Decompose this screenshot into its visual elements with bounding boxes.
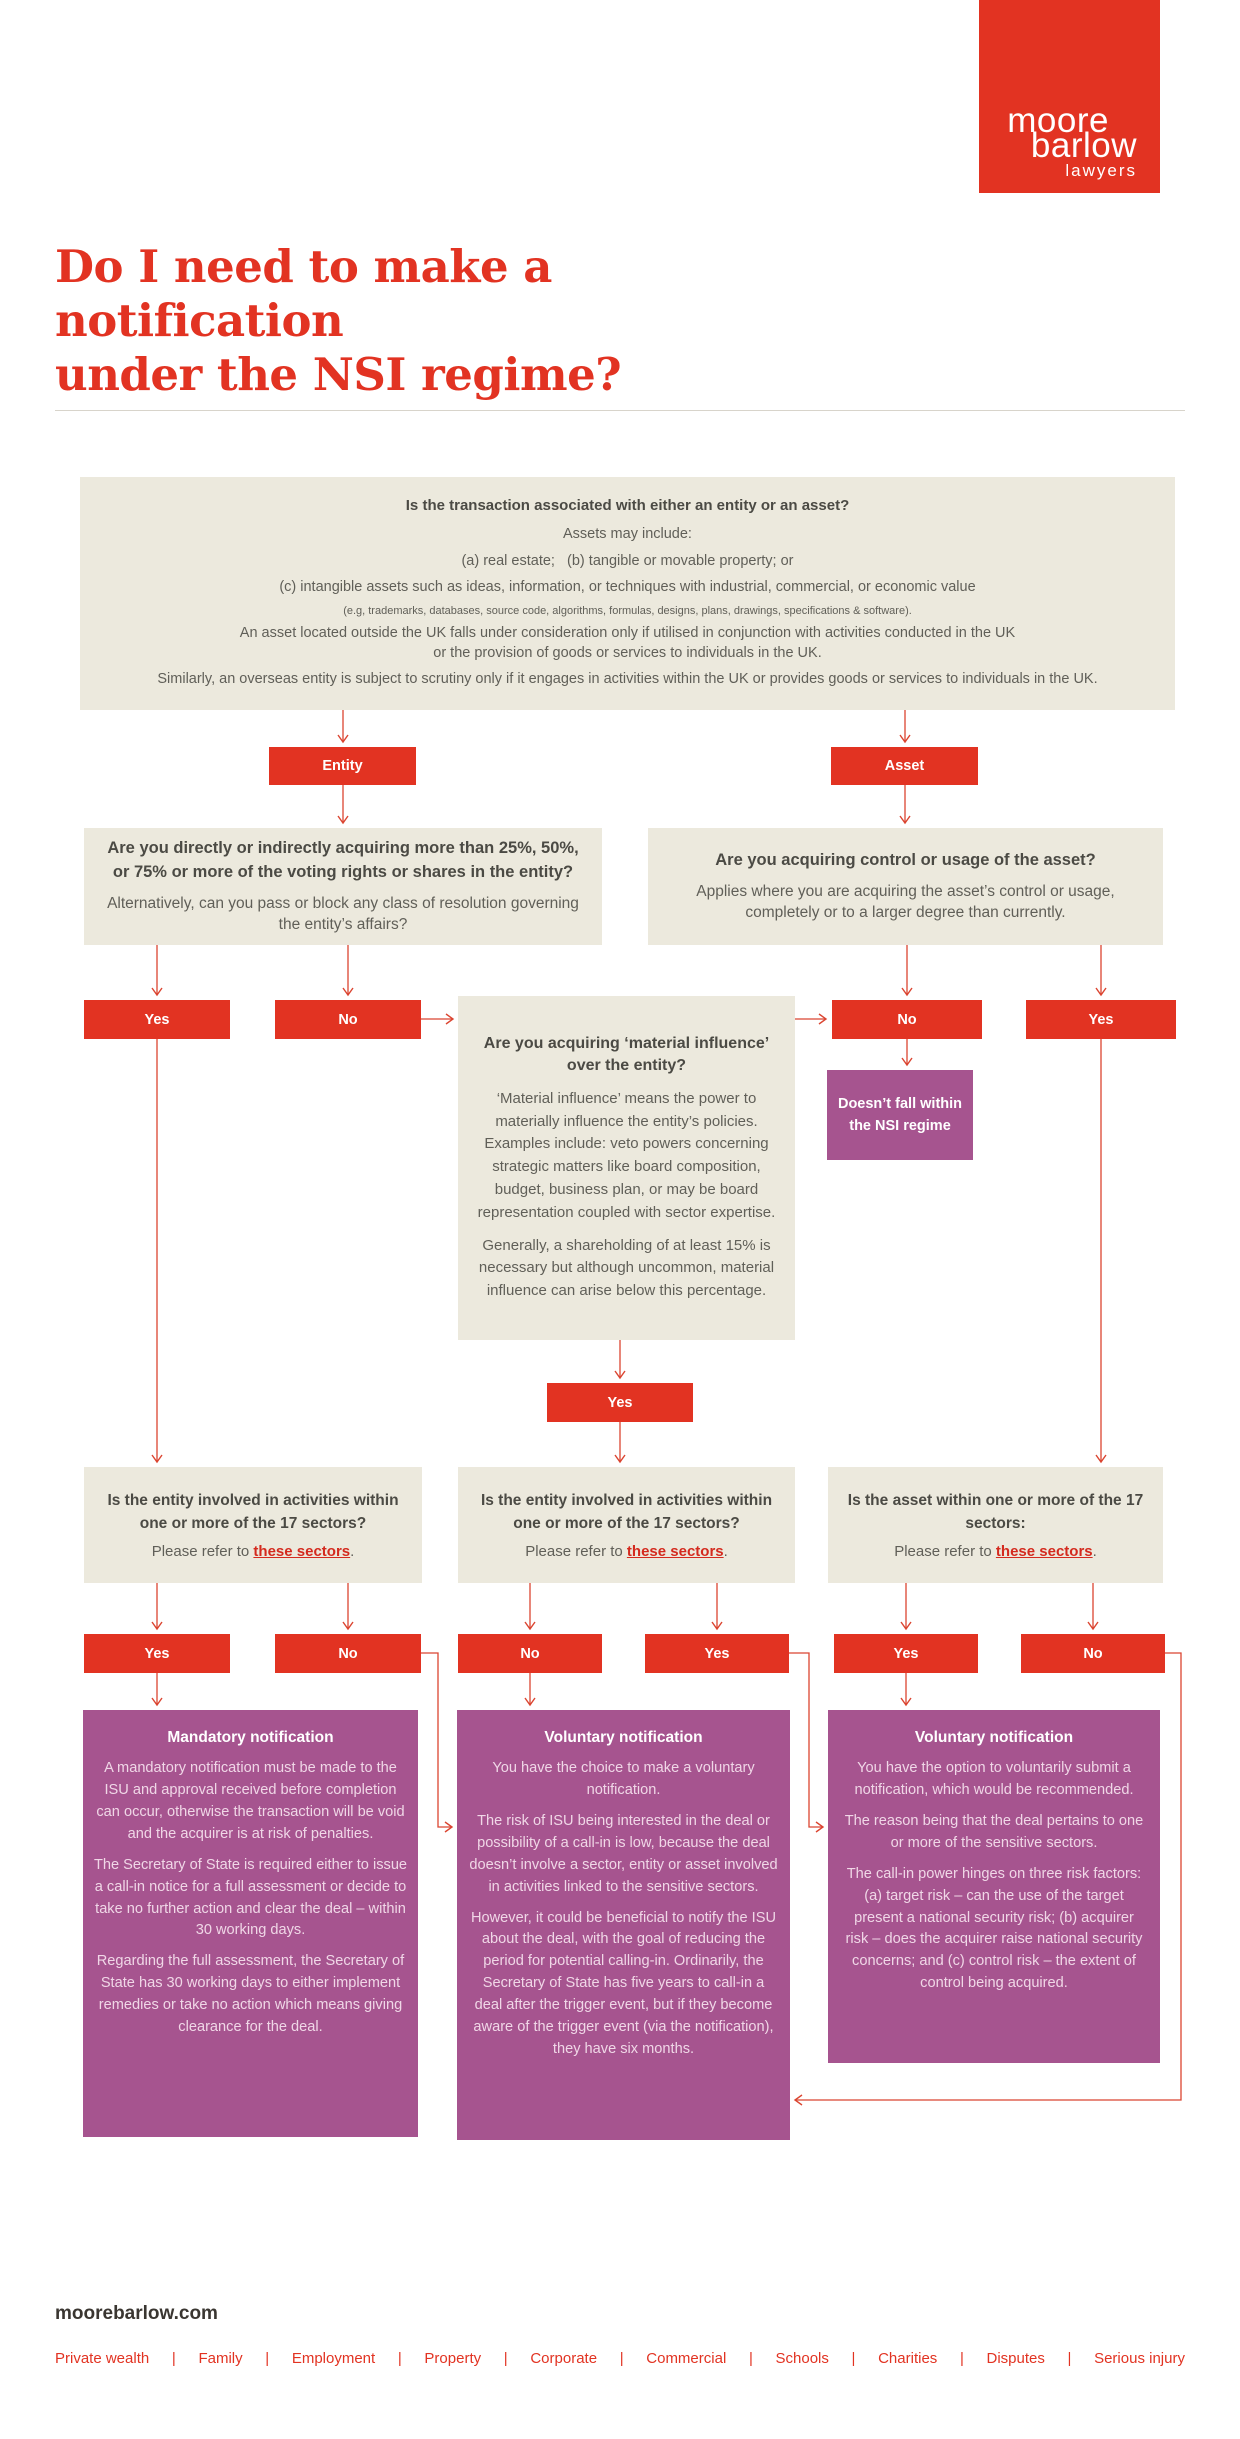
intro-line-assets: Assets may include: xyxy=(563,526,692,543)
these-sectors-link[interactable]: these sectors xyxy=(995,1542,1093,1560)
voluntary-recommended-p1: You have the option to voluntarily submit a notification, which would be recommended. xyxy=(854,1760,1134,1799)
footer-separator: | xyxy=(171,2350,176,2367)
practice-area-link-property[interactable]: Property xyxy=(424,2350,482,2367)
entity-sectors-refer-line xyxy=(152,1543,355,1560)
intro-line-asset-outside-uk: An asset located outside the UK falls under consideration only if utilised in conjunction with activities conducted in the UK or the provision of goods or services to individuals in the UK. xyxy=(239,625,1016,661)
voluntary-notification-box-low-risk xyxy=(457,1710,790,2140)
entity-sectors-question-box-2 xyxy=(458,1467,795,1583)
intro-question-box xyxy=(80,477,1175,710)
footer-separator: | xyxy=(959,2350,964,2367)
footer-practice-areas xyxy=(55,2350,1185,2367)
entity-sectors-question-2: Is the entity involved in activities within one or more of the 17 sectors? xyxy=(480,1492,773,1532)
asset-sectors-refer-line xyxy=(894,1543,1097,1560)
mandatory-notification-p1: A mandatory notification must be made to the ISU and approval received before completion can occur, otherwise the transaction will be void and the acquirer is at risk of penalties. xyxy=(96,1760,405,1842)
voluntary-recommended-p3: The call-in power hinges on three risk factors: (a) target risk – can the use of the target present a national security risk; (b) acquirer risk – does the acquirer raise national security concerns; and (c) control risk – the extent of control being acquired. xyxy=(845,1865,1143,1992)
voluntary-low-risk-p1: You have the choice to make a voluntary notification. xyxy=(492,1760,755,1799)
mandatory-notification-box xyxy=(83,1710,418,2137)
practice-area-link-charities[interactable]: Charities xyxy=(878,2350,938,2367)
entity-sectors-refer-line-2 xyxy=(525,1543,728,1560)
entity-shares-no-node: No xyxy=(275,1000,421,1039)
practice-area-link-serious-injury[interactable]: Serious injury xyxy=(1094,2350,1185,2367)
title-line-2: under the NSI regime? xyxy=(55,348,622,401)
entity-sectors-question: Is the entity involved in activities within one or more of the 17 sectors? xyxy=(107,1492,399,1532)
footer-separator: | xyxy=(748,2350,753,2367)
voluntary-low-risk-p3: However, it could be beneficial to notify the ISU about the deal, with the goal of reducing the period for potential calling-in. Ordinarily, the Secretary of State has five years to call-in a deal after the trigger event, but if they become aware of the trigger event (via the notification), they have six months. xyxy=(470,1909,776,2057)
refer-suffix: . xyxy=(1092,1542,1097,1560)
material-sectors-no-node: No xyxy=(458,1634,602,1673)
material-sectors-yes-node: Yes xyxy=(645,1634,789,1673)
entity-sectors-yes-node: Yes xyxy=(84,1634,230,1673)
practice-area-link-disputes[interactable]: Disputes xyxy=(986,2350,1045,2367)
page-title xyxy=(55,240,855,402)
material-influence-threshold: Generally, a shareholding of at least 15% is necessary but although uncommon, material influence can arise below this percentage. xyxy=(478,1236,775,1300)
asset-control-question-detail: Applies where you are acquiring the asset’s control or usage, completely or to a larger degree than currently. xyxy=(696,882,1115,922)
entity-shares-question-box xyxy=(84,828,602,945)
connector-elbow xyxy=(789,1653,823,1827)
refer-suffix: . xyxy=(350,1542,355,1560)
entity-shares-question-detail: Alternatively, can you pass or block any class of resolution governing the entity’s affairs? xyxy=(107,894,579,934)
material-influence-yes-node: Yes xyxy=(547,1383,693,1422)
mandatory-notification-p3: Regarding the full assessment, the Secretary of State has 30 working days to either implement remedies or take no action which means giving clearance for the deal. xyxy=(96,1953,405,2036)
asset-sectors-yes-node: Yes xyxy=(834,1634,978,1673)
refer-suffix: . xyxy=(723,1542,728,1560)
logo-word-barlow: barlow xyxy=(1030,126,1137,165)
material-influence-question-box xyxy=(458,996,795,1340)
asset-control-question: Are you acquiring control or usage of the asset? xyxy=(715,850,1096,869)
voluntary-recommended-p2: The reason being that the deal pertains to one or more of the sensitive sectors. xyxy=(844,1813,1144,1851)
moore-barlow-logo xyxy=(979,0,1160,193)
material-influence-question: Are you acquiring ‘material influence’ over the entity? xyxy=(483,1035,770,1075)
refer-prefix: Please refer to xyxy=(525,1542,627,1560)
logo-tagline: lawyers xyxy=(1065,161,1137,180)
footer-separator: | xyxy=(851,2350,856,2367)
footer-separator: | xyxy=(503,2350,508,2367)
title-line-1: Do I need to make a notification xyxy=(55,240,552,347)
connector-elbow xyxy=(421,1653,452,1827)
asset-control-yes-node: Yes xyxy=(1026,1000,1176,1039)
refer-prefix: Please refer to xyxy=(894,1542,996,1560)
practice-area-link-employment[interactable]: Employment xyxy=(291,2350,376,2367)
intro-line-a-b: (a) real estate; (b) tangible or movable property; or xyxy=(461,552,794,569)
practice-area-link-private-wealth[interactable]: Private wealth xyxy=(55,2350,150,2367)
material-influence-definition: ‘Material influence’ means the power to materially influence the entity’s policies. Examples include: veto powers concerning strategic matters like board composition, budget, business plan, or may be board representation coupled with sector expertise. xyxy=(477,1089,776,1221)
asset-node: Asset xyxy=(831,747,978,785)
intro-line-c: (c) intangible assets such as ideas, information, or techniques with industrial, commercial, or economic value xyxy=(279,579,976,596)
entity-node: Entity xyxy=(269,747,416,785)
asset-control-no-node: No xyxy=(832,1000,982,1039)
voluntary-notification-title: Voluntary notification xyxy=(544,1729,703,1746)
practice-area-link-family[interactable]: Family xyxy=(198,2350,243,2367)
entity-shares-question: Are you directly or indirectly acquiring more than 25%, 50%, or 75% or more of the voting rights or shares in the entity? xyxy=(107,838,579,881)
footer-separator: | xyxy=(1067,2350,1072,2367)
outside-nsi-regime-box: Doesn’t fall within the NSI regime xyxy=(827,1070,973,1160)
voluntary-low-risk-p2: The risk of ISU being interested in the deal or possibility of a call-in is low, because the deal doesn’t involve a sector, entity or asset involved in activities linked to the sensitive sectors. xyxy=(469,1813,778,1895)
voluntary-notification-title: Voluntary notification xyxy=(914,1729,1074,1746)
logo-word-moore: moore xyxy=(1007,101,1109,140)
these-sectors-link[interactable]: these sectors xyxy=(626,1542,724,1560)
mandatory-notification-p2: The Secretary of State is required either to issue a call-in notice for a full assessment or decide to take no further action and clear the deal – within 30 working days. xyxy=(93,1856,408,1939)
entity-shares-yes-node: Yes xyxy=(84,1000,230,1039)
entity-sectors-question-box xyxy=(84,1467,422,1583)
asset-sectors-question: Is the asset within one or more of the 17 sectors: xyxy=(847,1492,1144,1532)
these-sectors-link[interactable]: these sectors xyxy=(253,1542,351,1560)
entity-sectors-no-node: No xyxy=(275,1634,421,1673)
practice-area-link-schools[interactable]: Schools xyxy=(775,2350,829,2367)
intro-line-overseas-entity: Similarly, an overseas entity is subject to scrutiny only if it engages in activities within the UK or provides goods or services to individuals in the UK. xyxy=(157,671,1098,688)
intro-question: Is the transaction associated with either an entity or an asset? xyxy=(405,497,850,515)
footer-separator: | xyxy=(397,2350,402,2367)
footer-website-link[interactable]: moorebarlow.com xyxy=(55,2303,218,2324)
asset-sectors-question-box xyxy=(828,1467,1163,1583)
title-divider xyxy=(55,410,1185,411)
mandatory-notification-title: Mandatory notification xyxy=(167,1729,334,1746)
asset-control-question-box xyxy=(648,828,1163,945)
voluntary-notification-box-recommended xyxy=(828,1710,1160,2063)
asset-sectors-no-node: No xyxy=(1021,1634,1165,1673)
intro-line-examples: (e.g, trademarks, databases, source code, algorithms, formulas, designs, plans, drawings, specifications & software). xyxy=(343,605,912,617)
footer-separator: | xyxy=(265,2350,270,2367)
practice-area-link-commercial[interactable]: Commercial xyxy=(646,2350,727,2367)
footer-separator: | xyxy=(619,2350,624,2367)
refer-prefix: Please refer to xyxy=(151,1542,254,1560)
practice-area-link-corporate[interactable]: Corporate xyxy=(530,2350,598,2367)
